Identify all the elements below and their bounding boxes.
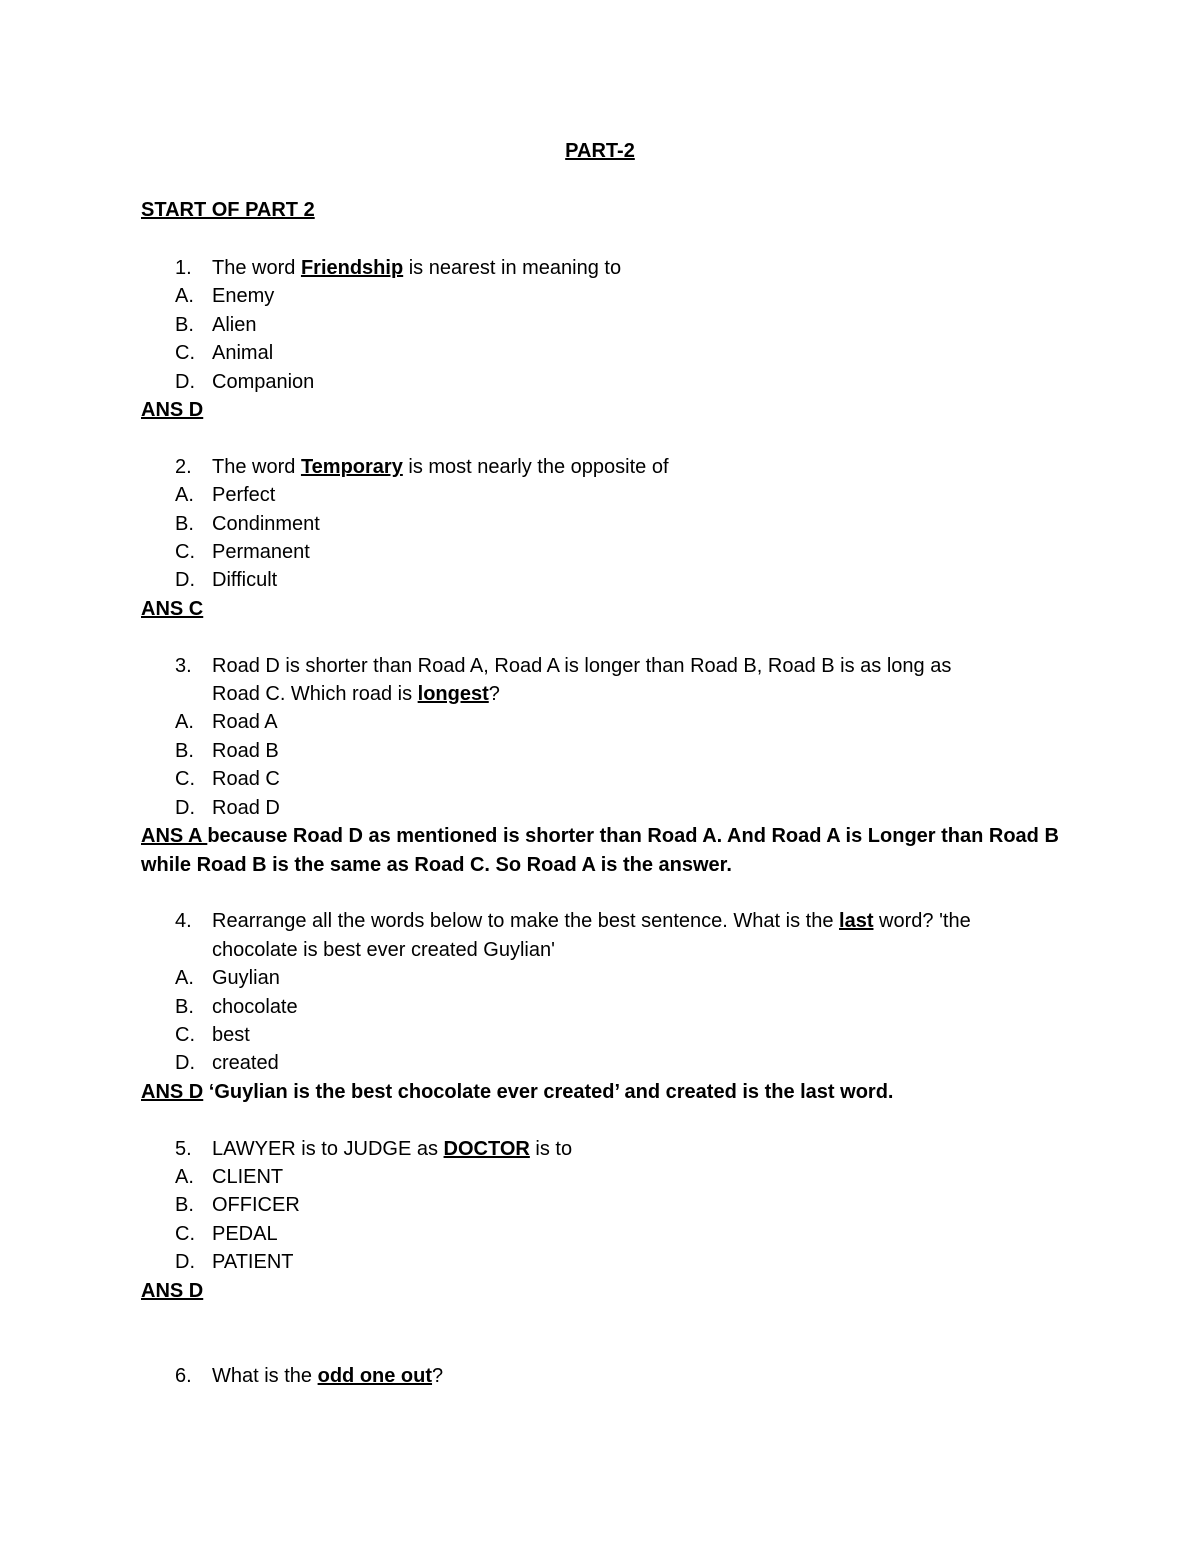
key-word: Temporary bbox=[300, 455, 403, 478]
option-a: A. Road A bbox=[175, 711, 278, 734]
option-c: C. Permanent bbox=[175, 541, 310, 564]
key-word: longest bbox=[417, 683, 489, 706]
option-a: A. Enemy bbox=[175, 285, 275, 308]
option-b: B. Alien bbox=[175, 313, 257, 336]
key-word: DOCTOR bbox=[443, 1137, 530, 1160]
answer-3: ANS A because Road D as mentioned is shorter than Road A. And Road A is Longer than Road B while Road B is the same as Road C. So Road A is the answer. bbox=[141, 825, 1059, 876]
question-4-stem-cont: chocolate is best ever created Guylian' bbox=[212, 938, 555, 961]
question-3-stem: 3. Road D is shorter than Road A, Road A is longer than Road B, Road B is as long as bbox=[141, 652, 1081, 680]
option-a: A. CLIENT bbox=[175, 1165, 284, 1188]
option-d: D. created bbox=[175, 1052, 279, 1075]
option-b: B. OFFICER bbox=[175, 1194, 300, 1217]
question-6-stem: 6. What is the odd one out? bbox=[141, 1362, 1081, 1390]
option-d: D. Road D bbox=[175, 796, 280, 819]
question-number: 1. bbox=[175, 257, 192, 279]
option-b: B. Road B bbox=[175, 739, 279, 762]
option-b: B. chocolate bbox=[175, 995, 298, 1018]
question-number: 2. bbox=[175, 455, 192, 478]
key-word: Friendship bbox=[300, 257, 404, 279]
key-word: last bbox=[839, 910, 874, 933]
question-number: 6. bbox=[175, 1364, 192, 1387]
question-6 bbox=[141, 1362, 1081, 1390]
page-title: PART-2 bbox=[565, 140, 635, 162]
answer-2: ANS C bbox=[141, 597, 204, 620]
question-5-stem: 5. LAWYER is to JUDGE as DOCTOR is to bbox=[141, 1135, 1081, 1163]
question-2-stem: 2. The word Temporary is most nearly the opposite of bbox=[141, 453, 1081, 481]
question-number: 4. bbox=[175, 910, 192, 933]
option-a: A. Perfect bbox=[175, 484, 276, 507]
option-c: C. Road C bbox=[175, 768, 280, 791]
option-d: D. Difficult bbox=[175, 569, 278, 592]
question-2 bbox=[141, 453, 1081, 623]
answer-4: ANS D ‘Guylian is the best chocolate ever created’ and created is the last word. bbox=[141, 1080, 894, 1103]
option-b: B. Condinment bbox=[175, 512, 320, 535]
option-c: C. PEDAL bbox=[175, 1222, 278, 1245]
question-3 bbox=[141, 652, 1081, 879]
question-1 bbox=[141, 254, 1081, 424]
question-3-stem-cont: Road C. Which road is longest? bbox=[212, 683, 500, 706]
question-4 bbox=[141, 907, 1081, 1106]
question-1-stem: 1. The word Friendship is nearest in meaning to bbox=[141, 254, 1081, 282]
question-number: 5. bbox=[175, 1137, 192, 1160]
option-c: C. Animal bbox=[175, 342, 274, 365]
answer-1: ANS D bbox=[141, 399, 204, 422]
option-c: C. best bbox=[175, 1023, 250, 1046]
section-heading: START OF PART 2 bbox=[141, 199, 315, 221]
question-4-stem: 4. Rearrange all the words below to make the best sentence. What is the last word? 'the bbox=[141, 907, 1081, 935]
key-word: odd one out bbox=[317, 1364, 433, 1387]
question-list bbox=[141, 254, 1081, 1390]
option-d: D. PATIENT bbox=[175, 1251, 294, 1274]
option-d: D. Companion bbox=[175, 370, 315, 393]
question-5 bbox=[141, 1135, 1081, 1305]
option-a: A. Guylian bbox=[175, 967, 280, 990]
answer-5: ANS D bbox=[141, 1279, 204, 1302]
question-number: 3. bbox=[175, 654, 192, 677]
